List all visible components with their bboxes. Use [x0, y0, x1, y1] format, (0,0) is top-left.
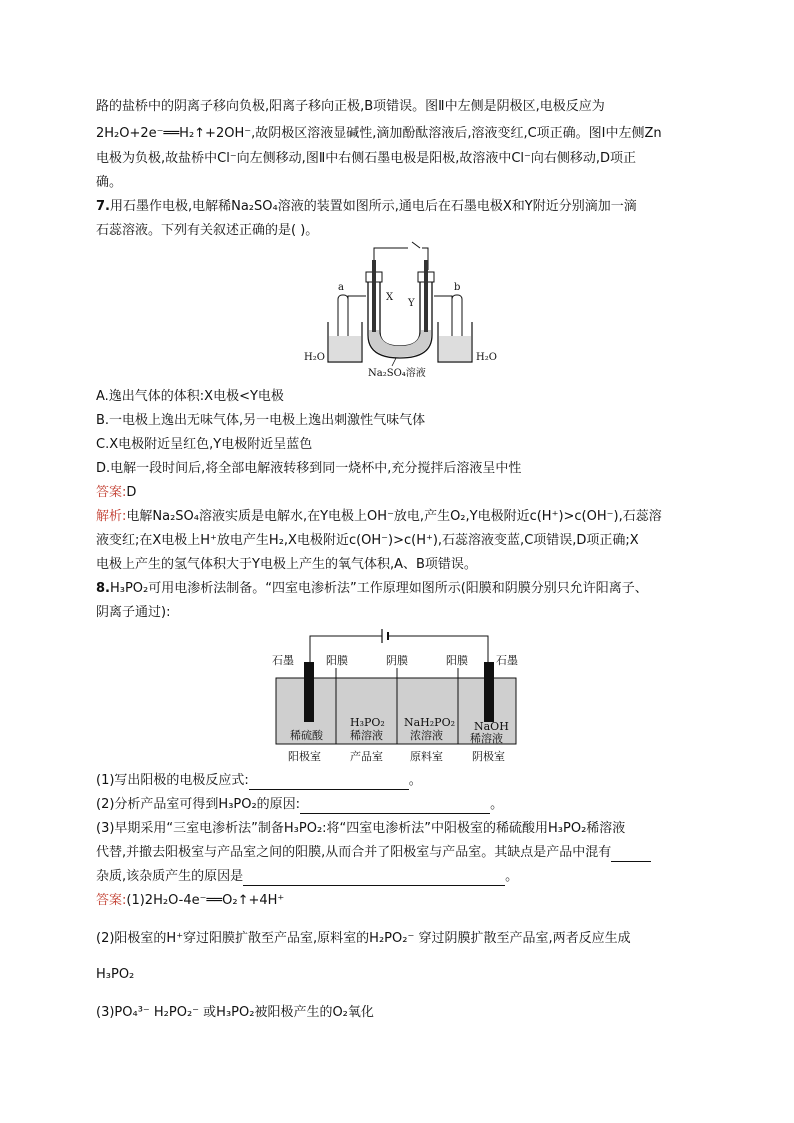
- q8-cell3-content-1: NaH₂PO₂: [404, 716, 456, 729]
- q8-sub2: [96, 796, 503, 814]
- q7-label-a: a: [338, 282, 344, 293]
- q8-label-cation-membrane-1: 阳膜: [326, 654, 348, 667]
- q8-sub2-text: (2)分析产品室可得到H₃PO₂的原因:: [96, 797, 301, 812]
- q8-sub3-text-2: 代替,并撤去阳极室与产品室之间的阳膜,从而合并了阳极室与产品室。其缺点是产品中混有: [96, 845, 612, 860]
- q8-cell2-content-1: H₃PO₂: [350, 716, 385, 729]
- q7-answer-value: D: [126, 485, 137, 500]
- q7-stem-line-2: 石蕊溶液。下列有关叙述正确的是( )。: [96, 223, 319, 238]
- q8-sub3-line-1: (3)早期采用“三室电渗析法”制备H₃PO₂:将“四室电渗析法”中阳极室的稀硫酸用H₃PO₂稀溶液: [96, 821, 626, 836]
- q8-answer-line-3: H₃PO₂: [96, 967, 135, 982]
- intro-line-4: 确。: [96, 175, 123, 190]
- q7-electrolysis-figure: [300, 240, 500, 380]
- intro-line-2: 2H₂O+2e⁻══H₂↑+2OH⁻,故阴极区溶液显碱性,滴加酚酞溶液后,溶液变红,C项正确。图Ⅰ中左侧Zn: [96, 126, 662, 141]
- q8-label-anode-room: 阳极室: [288, 750, 321, 763]
- q8-answer-label: 答案:: [96, 893, 127, 908]
- intro-line-1: 路的盐桥中的阴离子移向负极,阳离子移向正极,B项错误。图Ⅱ中左侧是阴极区,电极反应为: [96, 99, 605, 114]
- q8-answer-line-2: (2)阳极室的H⁺穿过阳膜扩散至产品室,原料室的H₂PO₂⁻ 穿过阴膜扩散至产品室,两者反应生成: [96, 931, 631, 946]
- q7-solution-pointer: [392, 358, 396, 366]
- q8-electrodialysis-figure: [270, 624, 524, 766]
- q7-u-tube-inner: [380, 280, 420, 346]
- q7-option-a: A.逸出气体的体积:X电极<Y电极: [96, 389, 284, 404]
- q8-sub2-blank[interactable]: [300, 799, 490, 814]
- q8-sub3-end: 。: [505, 869, 519, 884]
- q8-label-cathode-room: 阴极室: [472, 750, 505, 763]
- intro-line-3: 电极为负极,故盐桥中Cl⁻向左侧移动,图Ⅱ中右侧石墨电极是阳极,故溶液中Cl⁻向右侧移动,D项正: [96, 151, 637, 166]
- q7-wire-left: [374, 248, 408, 270]
- q8-cell4-content-2: 稀溶液: [470, 732, 503, 745]
- q8-answer-line-4: (3)PO₄³⁻ H₂PO₂⁻ 或H₃PO₂被阳极产生的O₂氧化: [96, 1005, 374, 1020]
- q7-electrode-y: [424, 260, 428, 332]
- q8-cell3-content-2: 浓溶液: [410, 729, 443, 742]
- q8-label-graphite-left: 石墨: [272, 654, 294, 667]
- q8-anode-graphite: [304, 662, 314, 722]
- q7-option-b: B.一电极上逸出无味气体,另一电极上逸出刺激性气味气体: [96, 413, 426, 428]
- q8-stem-line-2: 阴离子通过):: [96, 605, 171, 620]
- q7-option-d: D.电解一段时间后,将全部电解液转移到同一烧杯中,充分搅拌后溶液呈中性: [96, 461, 522, 476]
- q7-option-c: C.X电极附近呈红色,Y电极附近呈蓝色: [96, 437, 313, 452]
- q8-sub3-blank-reason[interactable]: [243, 871, 505, 886]
- q8-label-anion-membrane: 阴膜: [386, 654, 408, 667]
- q7-beaker-left-water: [329, 336, 361, 361]
- q8-answer-1: (1)2H₂O-4e⁻══O₂↑+4H⁺: [126, 893, 285, 908]
- q8-label-cation-membrane-2: 阳膜: [446, 654, 468, 667]
- q8-sub3-blank-impurity[interactable]: [611, 847, 651, 862]
- q8-sub1-end: 。: [408, 773, 422, 788]
- q7-label-x: X: [386, 292, 394, 303]
- q7-switch: [412, 242, 420, 248]
- q8-label-product-room: 产品室: [350, 750, 383, 763]
- q8-number: 8.: [96, 581, 110, 596]
- q7-analysis-1: 电解Na₂SO₄溶液实质是电解水,在Y电极上OH⁻放电,产生O₂,Y电极附近c(H⁺)>c(OH⁻),石蕊溶: [126, 509, 662, 524]
- q8-label-graphite-right: 石墨: [496, 654, 518, 667]
- q8-stem-1: H₃PO₂可用电渗析法制备。“四室电渗析法”工作原理如图所示(阳膜和阴膜分别只允许阳离子、: [109, 581, 648, 596]
- q8-label-feed-room: 原料室: [410, 750, 443, 763]
- q8-answer-line-1: [96, 892, 284, 910]
- q7-analysis-line-1: [96, 508, 662, 526]
- q7-analysis-line-2: 液变红;在X电极上H⁺放电产生H₂,X电极附近c(OH⁻)>c(H⁺),石蕊溶液变蓝,C项错误,D项正确;X: [96, 533, 639, 548]
- q8-cell4-content-1: NaOH: [474, 720, 509, 733]
- q7-label-solution: Na₂SO₄溶液: [368, 368, 426, 379]
- q8-sub3-line-2: [96, 844, 651, 862]
- q7-number: 7.: [96, 199, 110, 214]
- q7-label-y: Y: [408, 298, 415, 309]
- q7-analysis-label: 解析:: [96, 509, 127, 524]
- q7-electrode-x: [372, 260, 376, 332]
- q8-sub3-text-3: 杂质,该杂质产生的原因是: [96, 869, 244, 884]
- q7-stem-1: 用石墨作电极,电解稀Na₂SO₄溶液的装置如图所示,通电后在石墨电极X和Y附近分别滴加一滴: [109, 199, 637, 214]
- q7-label-h2o-left: H₂O: [304, 352, 325, 363]
- q8-sub1-blank[interactable]: [249, 775, 409, 790]
- q7-answer: [96, 484, 136, 502]
- q7-label-h2o-right: H₂O: [476, 352, 497, 363]
- q7-beaker-right-water: [439, 336, 471, 361]
- q7-analysis-line-3: 电极上产生的氢气体积大于Y电极上产生的氧气体积,A、B项错误。: [96, 557, 477, 572]
- q8-stem-line-1: [96, 580, 648, 598]
- q8-sub2-end: 。: [490, 797, 504, 812]
- q7-stem-line-1: [96, 198, 637, 216]
- q8-cell1-content: 稀硫酸: [290, 729, 323, 742]
- q8-sub1-text: (1)写出阳极的电极反应式:: [96, 773, 249, 788]
- q8-cell2-content-2: 稀溶液: [350, 729, 383, 742]
- q8-sub1: [96, 772, 422, 790]
- q8-sub3-line-3: [96, 868, 518, 886]
- q7-gas-tube-left: [348, 296, 366, 340]
- q7-answer-label: 答案:: [96, 485, 127, 500]
- q7-label-b: b: [454, 282, 461, 293]
- q8-cathode-graphite: [484, 662, 494, 722]
- q7-gas-tube-right: [434, 296, 452, 340]
